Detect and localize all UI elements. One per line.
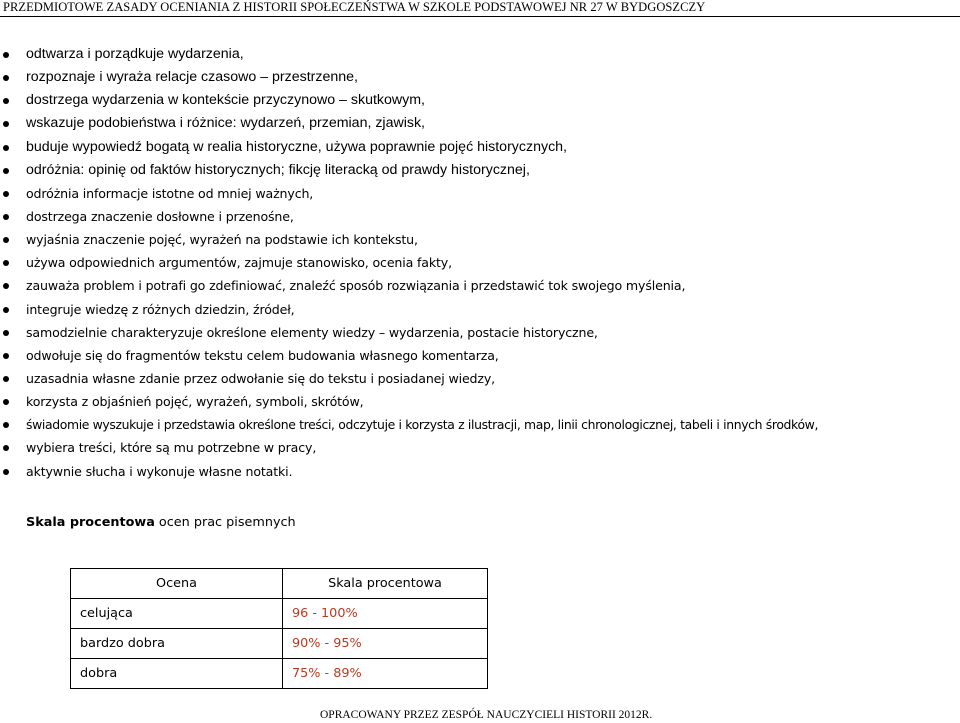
list-item: aktywnie słucha i wykonuje własne notatki.: [0, 460, 960, 483]
table-row: [71, 599, 488, 629]
grade-cell: bardzo dobra: [71, 629, 283, 659]
list-item: wyjaśnia znaczenie pojęć, wyrażeń na podstawie ich kontekstu,: [0, 228, 960, 251]
grade-cell: dobra: [71, 659, 283, 689]
header-rule: [0, 16, 960, 17]
list-item: odwołuje się do fragmentów tekstu celem budowania własnego komentarza,: [0, 344, 960, 367]
grade-scale-table: [70, 568, 488, 689]
scale-heading-rest: ocen prac pisemnych: [154, 515, 296, 530]
scale-heading-bold: Skala procentowa: [26, 515, 155, 530]
list-item: dostrzega wydarzenia w kontekście przyczynowo – skutkowym,: [0, 89, 960, 112]
list-item: dostrzega znaczenie dosłowne i przenośne,: [0, 205, 960, 228]
list-item: świadomie wyszukuje i przedstawia określone treści, odczytuje i korzysta z ilustracji, map, linii chronologicznej, tabeli i innych środków,: [0, 413, 960, 436]
range-cell: 75% - 89%: [283, 659, 488, 689]
range-cell: 96 - 100%: [283, 599, 488, 629]
list-item: wybiera treści, które są mu potrzebne w pracy,: [0, 436, 960, 459]
table-header-row: [71, 569, 488, 599]
list-item: korzysta z objaśnień pojęć, wyrażeń, symboli, skrótów,: [0, 390, 960, 413]
skills-list: [0, 43, 960, 483]
table-row: [71, 659, 488, 689]
list-item: używa odpowiednich argumentów, zajmuje stanowisko, ocenia fakty,: [0, 251, 960, 274]
grade-cell: celująca: [71, 599, 283, 629]
column-header-grade: Ocena: [71, 569, 283, 599]
list-item: buduje wypowiedź bogatą w realia historyczne, używa poprawnie pojęć historycznych,: [0, 136, 960, 159]
list-item: samodzielnie charakteryzuje określone elementy wiedzy – wydarzenia, postacie historyczne,: [0, 321, 960, 344]
document-header: PRZEDMIOTOWE ZASADY OCENIANIA Z HISTORII SPOŁECZEŃSTWA W SZKOLE PODSTAWOWEJ NR 27 W BYDGOSZCZY: [3, 0, 706, 14]
list-item: odróżnia: opinię od faktów historycznych; fikcję literacką od prawdy historycznej,: [0, 159, 960, 182]
table-row: [71, 629, 488, 659]
list-item: odtwarza i porządkuje wydarzenia,: [0, 43, 960, 66]
list-item: rozpoznaje i wyraża relacje czasowo – przestrzenne,: [0, 66, 960, 89]
list-item: uzasadnia własne zdanie przez odwołanie się do tekstu i posiadanej wiedzy,: [0, 367, 960, 390]
list-item: wskazuje podobieństwa i różnice: wydarzeń, przemian, zjawisk,: [0, 112, 960, 135]
column-header-scale: Skala procentowa: [283, 569, 488, 599]
document-footer: OPRACOWANY PRZEZ ZESPÓŁ NAUCZYCIELI HISTORII 2012R.: [320, 709, 653, 721]
range-cell: 90% - 95%: [283, 629, 488, 659]
list-item: integruje wiedzę z różnych dziedzin, źródeł,: [0, 298, 960, 321]
list-item: odróżnia informacje istotne od mniej ważnych,: [0, 182, 960, 205]
scale-heading: [26, 515, 296, 530]
list-item: zauważa problem i potrafi go zdefiniować, znaleźć sposób rozwiązania i przedstawić tok swojego myślenia,: [0, 274, 960, 297]
